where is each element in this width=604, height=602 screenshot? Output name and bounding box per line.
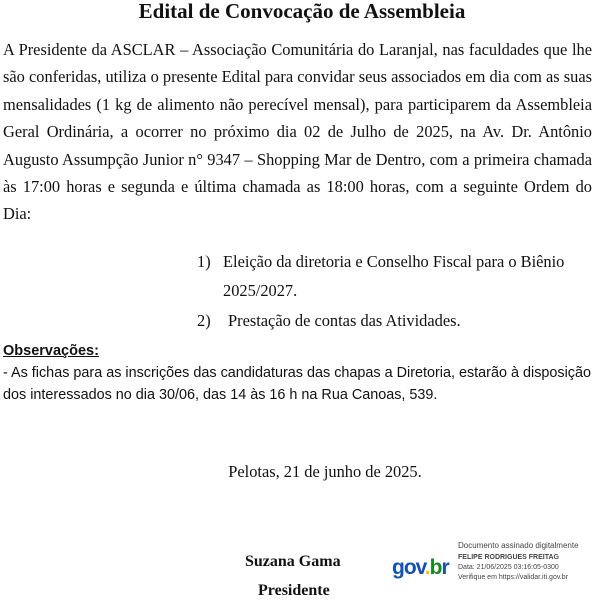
place-and-date: Pelotas, 21 de junho de 2025. (228, 462, 422, 481)
agenda-item-2-text: Prestação de contas das Atividades. (228, 311, 461, 330)
digital-signature-stamp (392, 540, 602, 600)
stamp-date: Data: 21/06/2025 03:16:05-0300 (458, 564, 559, 571)
edital-body-paragraph: A Presidente da ASCLAR – Associação Comunitária do Laranjal, nas faculdades que lhe são conferidas, utiliza o presente Edital para convidar seus associados em dia com as suas mensalidades (1 kg de alimento não perecível mensal), para participarem da Assembleia Geral Ordinária, a ocorrer no próximo dia 02 de Julho de 2025, na Av. Dr. Antônio Augusto Assumpção Junior n° 9347 – Shopping Mar de Dentro, com a primeira chamada às 17:00 horas e segunda e última chamada as 18:00 horas, com a seguinte Ordem do Dia: (3, 40, 592, 224)
observations-heading: Observações: (3, 343, 99, 359)
stamp-verify-link[interactable]: Verifique em https://validar.iti.gov.br (458, 574, 568, 581)
stamp-header: Documento assinado digitalmente (458, 541, 579, 550)
govbr-logo-text: gov.br (392, 556, 449, 579)
stamp-signer-name: FELIPE RODRIGUES FREITAG (458, 554, 559, 561)
page-title: Edital de Convocação de Assembleia (138, 0, 466, 23)
signer-role: Presidente (258, 582, 330, 599)
agenda-item-1-number: 1) (197, 252, 211, 271)
agenda-item-1-text: Eleição da diretoria e Conselho Fiscal para o Biênio (223, 252, 565, 271)
govbr-logo-icon (392, 554, 454, 580)
agenda-item-2-number: 2) (197, 311, 211, 330)
observations-text: - As fichas para as inscrições das candidaturas das chapas a Diretoria, estarão à disposição dos interessados no dia 30/06, das 14 às 16 h na Rua Canoas, 539. (3, 365, 591, 403)
signer-name: Suzana Gama (245, 553, 341, 570)
agenda-item-1-continuation: 2025/2027. (223, 281, 298, 300)
